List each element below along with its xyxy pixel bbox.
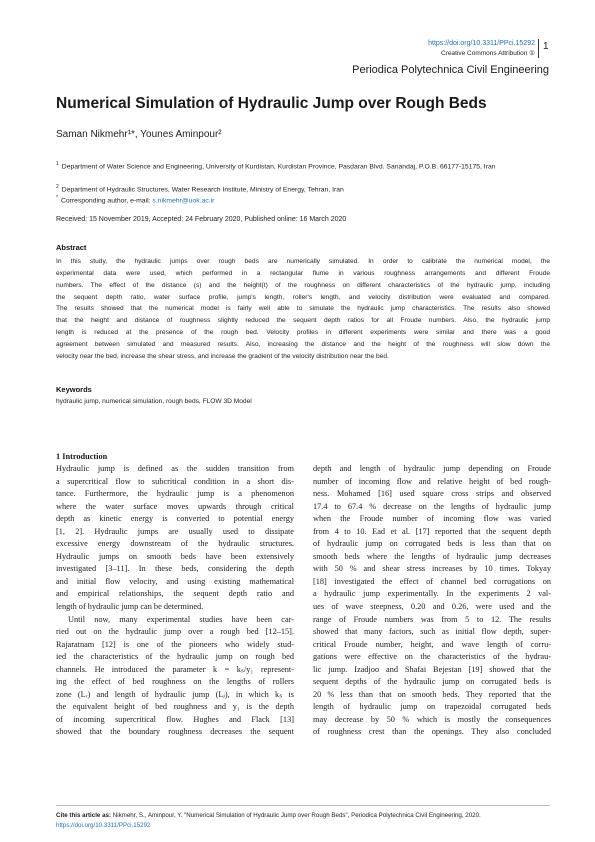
text-line: [1, 2]. Hydraulic jumps are usually used to dissipate [56,526,294,536]
introduction-heading: 1 Introduction [56,452,108,461]
text-line: experimental data were used, which performed in a rectangular flume in various roughness arrangements and different Froude [56,269,550,277]
text-line: of roughness crest than the openings. They also concluded [313,727,551,737]
affiliation-marker: 2 [56,184,59,190]
text-line: with 50 % and shear stress increases by 10 times. Tokyay [313,564,551,574]
text-line: length of hydraulic jump on trapezoidal corrugated beds [313,702,551,712]
text-line: a hydraulic jump experimentally. In the experiments 2 val- [313,589,551,599]
affiliation-text: Department of Water Science and Engineering, University of Kurdistan, Kurdistan Province, Pasdaran Blvd. Sanandaj, P.O.B. 66177-15175, Iran [61,163,496,171]
email-link[interactable]: s.nikmehr@uok.ac.ir [152,197,215,205]
corresponding-marker: * [56,195,58,201]
abstract-heading: Abstract [56,243,87,252]
text-line: length is reduced at the presence of the rough bed. Velocity profiles in different experiments were similar and there was a good [56,329,550,337]
license-text: Creative Commons Attribution ① [441,50,535,57]
text-line: range of Froude numbers was from 5 to 12. The results [313,614,551,624]
citation-doi-link[interactable]: https://doi.org/10.3311/PPci.15292 [56,822,151,829]
text-line: depth and length of hydraulic jump depending on Froude [313,464,551,473]
paper-title: Numerical Simulation of Hydraulic Jump over Rough Beds [56,95,487,112]
text-line: the equivalent height of bed roughness and y₁ is the depth [56,702,294,712]
text-line: Rajaratnam [12] is one of the pioneers who widely stud- [56,639,294,649]
text-line: showed that many factors, such as initial flow depth, super- [313,627,551,637]
text-line: ried out on the hydraulic jump over a rough bed [12–15]. [56,627,294,637]
text-line: [18] investigated the effect of channel bed corrugations on [313,576,551,586]
text-line: and initial flow velocity, and using existing mathematical [56,576,294,586]
text-line: 20 % less than that on smooth beds. They reported that the [313,689,551,699]
affiliation-text: Department of Hydraulic Structures, Water Research Institute, Ministry of Energy, Tehran, Iran [61,186,344,194]
text-line: where the water surface moves upwards through critical [56,501,294,511]
text-line: smooth beds where the lengths of hydraulic jump decreases [313,551,551,561]
text-line: length of hydraulic jump can be determined. [56,602,204,612]
text-line: velocity near the bed, increase the shear stress, and increase the gradient of the velocity distribution near the bed. [56,352,389,360]
text-line: lic jump. Izadjoo and Shafai Bejestan [19] showed that the [313,664,551,674]
corresponding-label: Corresponding author, e-mail: [60,197,153,205]
keywords-list: hydraulic jump, numerical simulation, rough beds, FLOW 3D Model [56,398,252,405]
page-number: 1 [543,41,549,52]
text-line: gations were effective on the characteristics of the hydrau- [313,652,551,662]
header-divider [538,39,539,58]
text-line: ied the characteristics of the hydraulic jump on rough bed [56,652,294,662]
text-line: and empirical relationships, the sequent depth ratio and [56,589,294,599]
text-line: 17.4 to 67.4 % decrease on the lengths of hydraulic jump [313,501,551,511]
body-column-right [313,463,551,739]
citation-line [56,812,481,819]
text-line: when the Froude number of incoming flow was varied [313,514,551,524]
footer-rule [56,805,550,806]
corresponding-author [56,193,546,207]
affiliation-1 [56,159,546,173]
text-line: agreement between simulated and measured results. Also, increasing the distance and the height of the roughness will slow down the [56,340,550,348]
body-column-left [56,463,294,739]
text-line: a supercritical flow to subcritical condition in a short dis- [56,476,294,486]
text-line: number of incoming flow and relative height of bed rough- [313,476,551,486]
journal-name: Periodica Polytechnica Civil Engineering [352,64,549,76]
text-line: of hydraulic jump on corrugated beds is less than that on [313,539,551,549]
text-line: the sequent depth ratio, water surface profile, jump's length, roller's length, and velocity distribution were evaluated and compared. [56,293,550,301]
text-line: critical Froude number, height, and wave length of corru- [313,639,551,649]
text-line: depth as kinetic energy is converted to potential energy [56,514,294,524]
text-line: Hydraulic jumps on smooth beds have been extensively [56,551,294,561]
text-line: Hydraulic jump is defined as the sudden transition from [56,464,294,473]
abstract-body [56,256,550,363]
text-line: Until now, many experimental studies have been car- [68,614,294,624]
citation-label: Cite this article as: [56,812,112,819]
text-line: that the height and distance of roughness slightly reduced the sequent depth ratios for all Froude numbers. Also, the hydraulic jump [56,317,550,325]
text-line: zone (Lᵣ) and length of hydraulic jump (Lⱼ), in which kₛ is [56,689,294,699]
text-line: ues of wave steepness, 0.20 and 0.26, were used and the [313,602,551,612]
affiliation-marker: 1 [56,161,59,167]
text-line: ness. Mohamed [16] used square cross strips and observed [313,489,551,499]
text-line: of incoming supercritical flow. Hughes and Flack [13] [56,714,294,724]
text-line: The results showed that the numerical model is fairly well able to simulate the hydraulic jump characteristics. The results also showed [56,305,550,313]
text-line: from 4 to 10. Ead et al. [17] reported that the sequent depth [313,526,551,536]
text-line: In this study, the hydraulic jumps over rough beds are numerically simulated. In order to calibrate the numerical model, the [56,258,550,265]
text-line: showed that the boundary roughness decreases the sequent [56,727,294,737]
text-line: tance. Furthermore, the hydraulic jump is a phenomenon [56,489,294,499]
doi-link[interactable]: https://doi.org/10.3311/PPci.15292 [428,40,535,47]
text-line: numbers. The effect of the distance (s) and the height(t) of the roughness on different characteristics of the hydraulic jump, including [56,281,550,289]
publication-dates: Received: 15 November 2019, Accepted: 24 February 2020, Published online: 16 March 2020 [56,216,347,223]
text-line: excessive energy downstream of the hydraulic structures. [56,539,294,549]
keywords-heading: Keywords [56,385,92,394]
citation-text: Nikmehr, S., Aminpour, Y. "Numerical Simulation of Hydraulic Jump over Rough Beds", Periodica Polytechnica Civil Engineering, 2020. [111,812,481,819]
text-line: investigated [3–11]. In these beds, considering the depth [56,564,294,574]
text-line: ing the effect of bed roughness on the lengths of rollers [56,677,294,687]
text-line: sequent depths of the hydraulic jump on corrugated beds is [313,677,551,687]
text-line: may decrease by 50 % which is mostly the consequences [313,714,551,724]
author-list: Saman Nikmehr¹*, Younes Aminpour² [56,129,222,140]
text-line: channels. He introduced the parameter k = kₛ/y₁ represent- [56,664,294,674]
